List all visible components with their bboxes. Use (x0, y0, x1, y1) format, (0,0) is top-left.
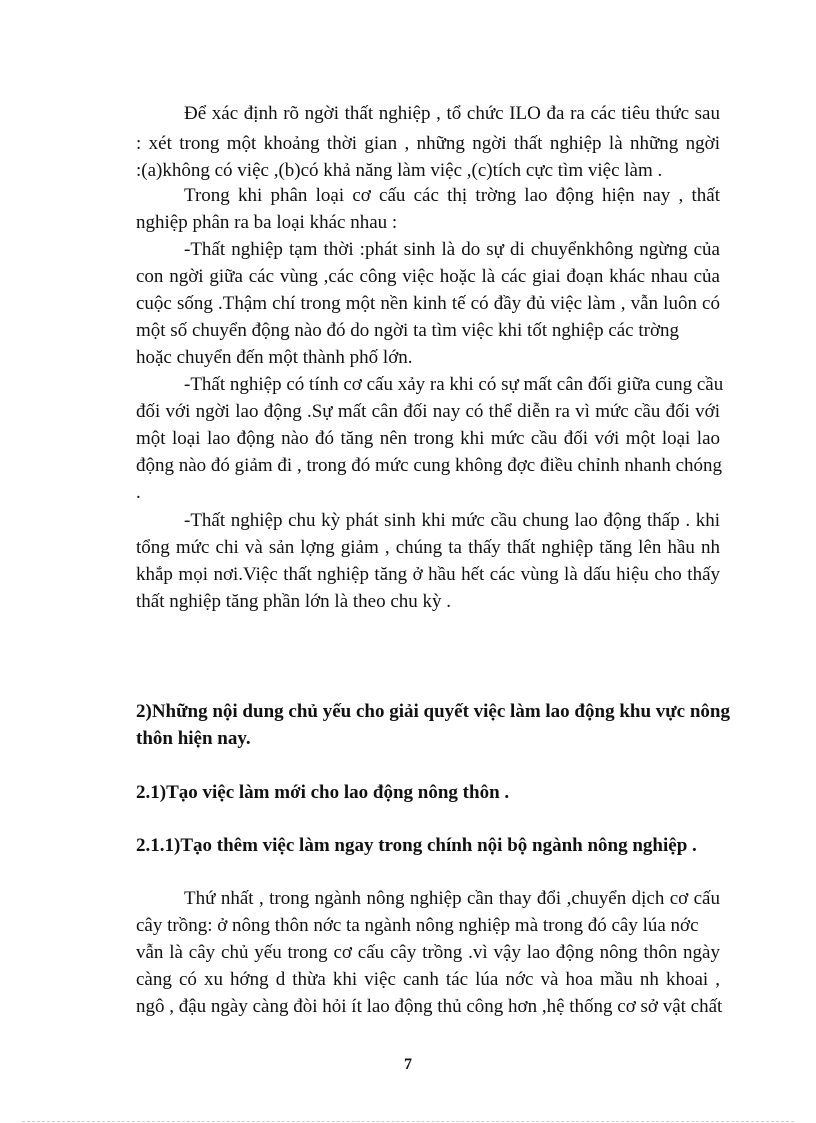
text-line: một số chuyển động nào đó do ngời ta tìm việc khi tốt nghiệp các trờng (136, 320, 680, 341)
text-line: khắp mọi nơi.Việc thất nghiệp tăng ở hầu hết các vùng là dấu hiệu cho thấy (136, 564, 720, 585)
section-heading: 2)Những nội dung chủ yếu cho giải quyết việc làm lao động khu vực nông (136, 701, 730, 722)
text-line: tổng mức chi và sản lợng giảm , chúng ta thấy thất nghiệp tăng lên hầu nh (136, 537, 720, 558)
text-line: nghiệp phân ra ba loại khác nhau : (136, 212, 398, 233)
text-line: Thứ nhất , trong ngành nông nghiệp cần thay đổi ,chuyển dịch cơ cấu (184, 888, 720, 909)
text-line: vẫn là cây chủ yếu trong cơ cấu cây trồng .vì vậy lao động nông thôn ngày (136, 942, 720, 963)
page-number: 7 (404, 1056, 412, 1073)
text-line: càng có xu hớng d thừa khi việc canh tác lúa nớc và hoa mầu nh khoai , (136, 969, 720, 990)
text-line: một loại lao động nào đó tăng nên trong khi mức cầu đối với một loại lao (136, 428, 720, 449)
text-line: thất nghiệp tăng phần lớn là theo chu kỳ . (136, 591, 452, 612)
text-line: con ngời giữa các vùng ,các công việc hoặc là các giai đoạn khác nhau của (136, 266, 720, 287)
subsection-heading: 2.1)Tạo việc làm mới cho lao động nông thôn . (136, 782, 510, 803)
text-line: đối với ngời lao động .Sự mất cân đối nay có thể diễn ra vì mức cầu đối với (136, 401, 720, 422)
text-line: ngô , đậu ngày càng đòi hỏi ít lao động thủ công hơn ,hệ thống cơ sở vật chất (136, 996, 723, 1017)
text-line: : xét trong một khoảng thời gian , những ngời thất nghiệp là những ngời (136, 133, 720, 154)
text-line: -Thất nghiệp tạm thời :phát sinh là do sự di chuyểnkhông ngừng của (184, 239, 720, 260)
subsubsection-heading: 2.1.1)Tạo thêm việc làm ngay trong chính nội bộ ngành nông nghiệp . (136, 835, 697, 856)
text-line: hoặc chuyển đến một thành phố lớn. (136, 347, 413, 368)
text-line: cuộc sống .Thậm chí trong một nền kinh tế có đầy đủ việc làm , vẫn luôn có (136, 293, 720, 314)
page-bottom-border (22, 1121, 794, 1122)
text-line: :(a)không có việc ,(b)có khả năng làm việc ,(c)tích cực tìm việc làm . (136, 160, 663, 181)
section-heading: thôn hiện nay. (136, 728, 251, 749)
text-line: . (136, 482, 141, 503)
text-line: Trong khi phân loại cơ cấu các thị trờng lao động hiện nay , thất (184, 185, 720, 206)
text-line: -Thất nghiệp chu kỳ phát sinh khi mức cầu chung lao động thấp . khi (184, 510, 720, 531)
text-line: cây trồng: ở nông thôn nớc ta ngành nông nghiệp mà trong đó cây lúa nớc (136, 915, 699, 936)
text-line: Để xác định rõ ngời thất nghiệp , tổ chức ILO đa ra các tiêu thức sau (184, 103, 720, 124)
text-line: động nào đó giảm đi , trong đó mức cung không đợc điều chỉnh nhanh chóng (136, 455, 723, 476)
text-line: -Thất nghiệp có tính cơ cấu xảy ra khi có sự mất cân đối giữa cung cầu (184, 374, 724, 395)
